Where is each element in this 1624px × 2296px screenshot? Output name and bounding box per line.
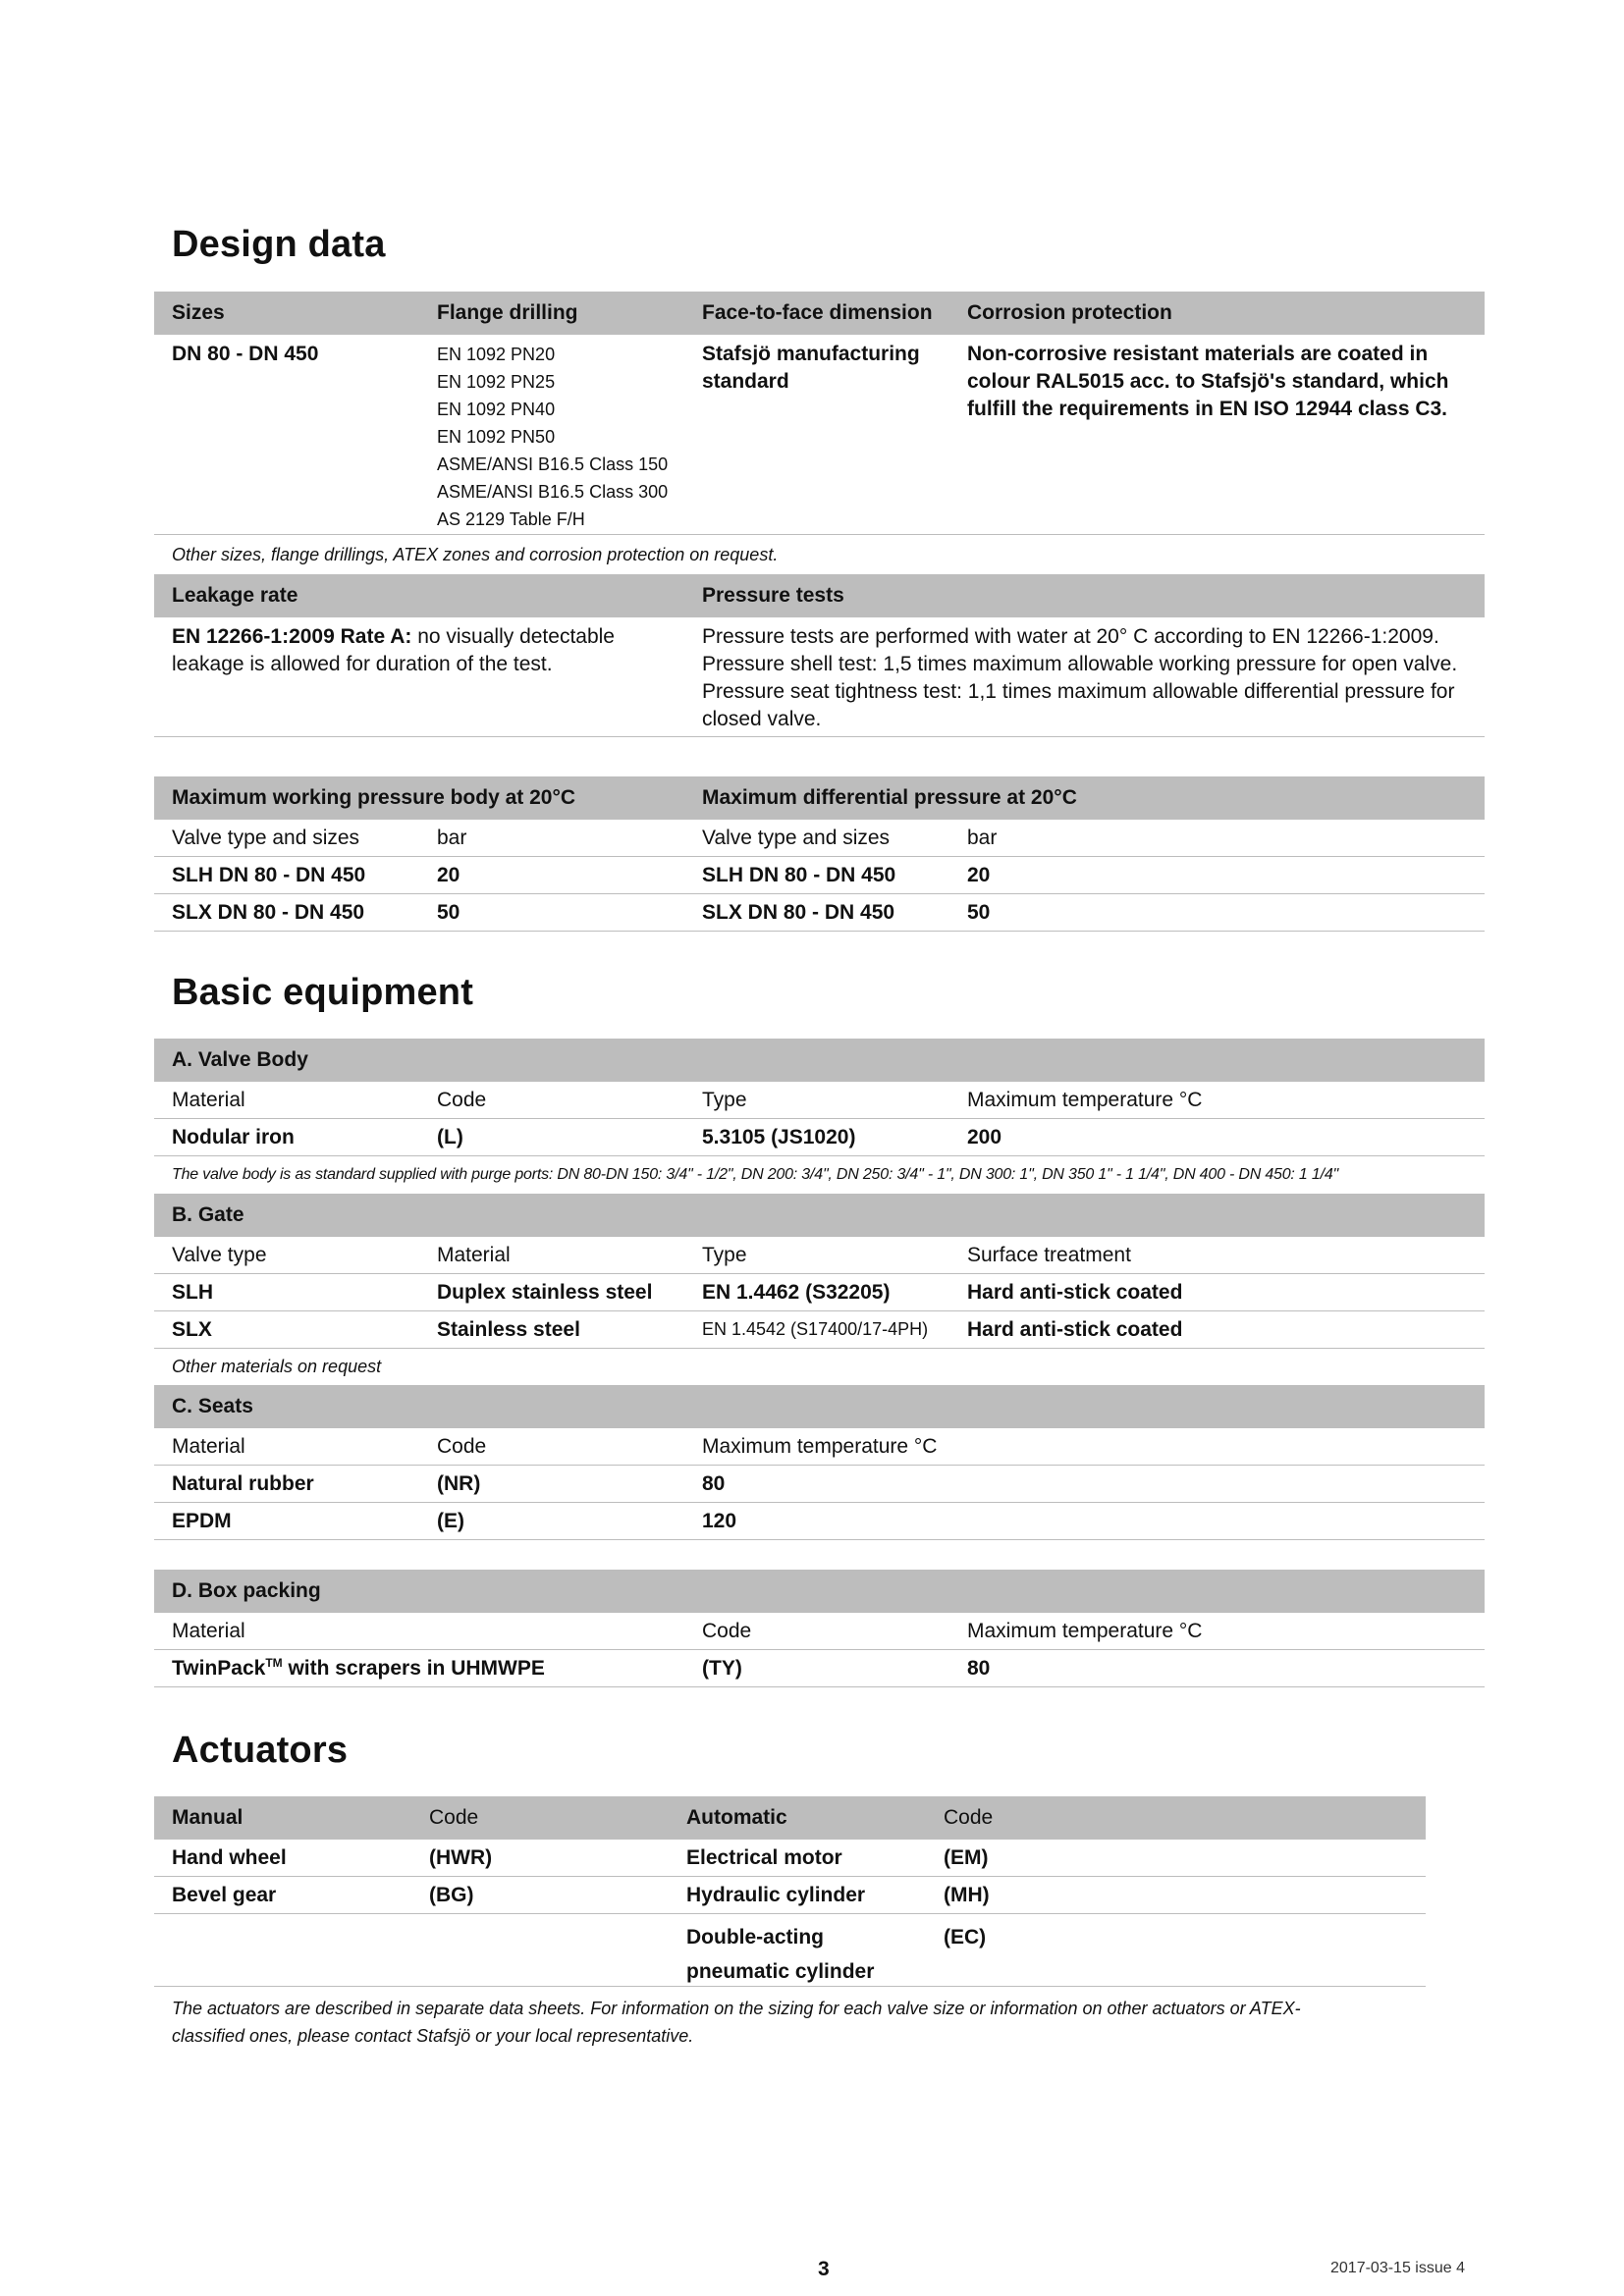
header-manual: Manual [172, 1806, 244, 1829]
flange-item: AS 2129 Table F/H [437, 509, 585, 529]
pressure-line: Pressure tests are performed with water at 20° C according to EN 12266-1:2009. [702, 625, 1439, 648]
trademark: TM [265, 1656, 283, 1670]
flange-item: EN 1092 PN25 [437, 372, 556, 392]
cell: Hard anti-stick coated [967, 1280, 1183, 1304]
cell: Hydraulic cylinder [686, 1883, 866, 1906]
cell: SLH DN 80 - DN 450 [702, 863, 896, 886]
cell: Valve type and sizes [172, 826, 360, 849]
header-sizes: Sizes [172, 301, 225, 324]
face-line: standard [702, 370, 789, 393]
note-line: classified ones, please contact Stafsjö or your local representative. [172, 2026, 694, 2046]
corrosion-value [949, 341, 1485, 528]
issue-date: 2017-03-15 issue 4 [1330, 2260, 1465, 2276]
page-number: 3 [818, 2258, 830, 2280]
cell: SLX DN 80 - DN 450 [172, 900, 365, 924]
pressure-line: closed valve. [702, 708, 822, 730]
corrosion-line: colour RAL5015 acc. to Stafsjö's standard, which [967, 370, 1449, 393]
table-row [154, 1650, 1485, 1687]
cell: 120 [702, 1509, 737, 1532]
header-flange: Flange drilling [437, 301, 578, 324]
box-packing-table [154, 1570, 1485, 1687]
box-packing-header-text: D. Box packing [172, 1579, 321, 1602]
cell: 80 [967, 1656, 991, 1680]
box-packing-sub-row [154, 1613, 1485, 1650]
leak-bold: EN 12266-1:2009 Rate A: [172, 625, 412, 648]
cell: 5.3105 (JS1020) [702, 1125, 856, 1148]
cell: SLX DN 80 - DN 450 [702, 900, 895, 924]
cell: Code [702, 1619, 752, 1642]
cell: (E) [437, 1509, 464, 1532]
cell: (MH) [944, 1883, 990, 1906]
leak-header-row [154, 574, 1485, 617]
actuators-header-row [154, 1796, 1426, 1840]
cell: (TY) [702, 1656, 742, 1680]
table-row [154, 857, 1485, 894]
cell: Code [437, 1088, 487, 1111]
cell: Valve type and sizes [702, 826, 891, 849]
leak-line [172, 623, 684, 651]
cell: (L) [437, 1125, 463, 1148]
twinpack-rest: with scrapers in UHMWPE [282, 1657, 545, 1680]
pressure-tests-value [684, 623, 1485, 730]
pressure-line: Pressure shell test: 1,5 times maximum allowable working pressure for open valve. [702, 653, 1458, 675]
basic-title: Basic equipment [172, 972, 474, 1013]
cell: Duplex stainless steel [437, 1280, 653, 1304]
face-value [684, 341, 949, 528]
table-row [154, 1274, 1485, 1311]
cell: Material [172, 1619, 245, 1642]
valve-body-header [154, 1039, 1485, 1082]
sizes-text: DN 80 - DN 450 [172, 343, 319, 365]
pressure-header-row [154, 776, 1485, 820]
gate-header-text: B. Gate [172, 1203, 244, 1226]
cell: (NR) [437, 1471, 481, 1495]
valve-body-note: The valve body is as standard supplied with purge ports: DN 80-DN 150: 3/4" - 1/2", DN 200: 3/4", DN 250: 3/4" - 1", DN 300: 1", DN 350 1" - 1 1/4", DN 400 - DN 450: 1 1/4" [172, 1166, 1338, 1183]
seats-sub-row [154, 1428, 1485, 1466]
cell [154, 1656, 684, 1681]
cell [411, 1920, 669, 1986]
cell: Maximum temperature °C [967, 1088, 1203, 1111]
design-note: Other sizes, flange drillings, ATEX zones and corrosion protection on request. [172, 544, 779, 564]
actuators-table [154, 1796, 1426, 2050]
cell: Surface treatment [967, 1243, 1131, 1266]
cell [669, 1920, 926, 1986]
flange-item: EN 1092 PN40 [437, 400, 556, 419]
header-code: Code [429, 1806, 479, 1829]
table-row [154, 1466, 1485, 1503]
seats-header [154, 1385, 1485, 1428]
design-data-row [154, 335, 1485, 535]
actuators-note [154, 1987, 1485, 2050]
cell: Maximum temperature °C [967, 1619, 1203, 1642]
leak-value [154, 623, 684, 730]
header-corrosion: Corrosion protection [967, 301, 1172, 324]
cell: Code [437, 1434, 487, 1458]
twinpack-text: TwinPack [172, 1657, 266, 1680]
cell: 50 [437, 900, 460, 924]
cell: Bevel gear [172, 1883, 277, 1906]
table-row [154, 1503, 1485, 1540]
cell: Nodular iron [172, 1125, 295, 1148]
cell: 20 [437, 863, 460, 886]
flange-item: ASME/ANSI B16.5 Class 150 [437, 454, 669, 474]
double-acting-line: Double-acting [686, 1926, 824, 1949]
face-line: Stafsjö manufacturing [702, 343, 920, 365]
cell: bar [437, 826, 467, 849]
cell: (BG) [429, 1883, 474, 1906]
header-code-2: Code [944, 1806, 994, 1829]
leak-line-2: leakage is allowed for duration of the test. [172, 653, 553, 675]
cell: EN 1.4462 (S32205) [702, 1280, 891, 1304]
cell: Material [172, 1434, 245, 1458]
valve-body-header-text: A. Valve Body [172, 1048, 308, 1071]
cell: Electrical motor [686, 1845, 842, 1869]
pressure-header: Pressure tests [702, 584, 844, 607]
gate-header [154, 1194, 1485, 1237]
cell: EN 1.4542 (S17400/17-4PH) [702, 1319, 929, 1339]
actuators-title: Actuators [172, 1730, 349, 1771]
design-table [154, 292, 1485, 737]
table-row [154, 894, 1485, 932]
cell: Material [437, 1243, 511, 1266]
cell: Material [172, 1088, 245, 1111]
cell: Type [702, 1243, 747, 1266]
pneumatic-line: pneumatic cylinder [686, 1960, 875, 1983]
flange-item: EN 1092 PN20 [437, 345, 556, 364]
gate-note: Other materials on request [172, 1357, 382, 1376]
table-row [154, 1311, 1485, 1349]
table-row [154, 1914, 1426, 1987]
seats-header-text: C. Seats [172, 1395, 253, 1417]
sizes-value [154, 341, 419, 528]
basic-table [154, 1039, 1485, 1540]
max-working-header: Maximum working pressure body at 20°C [172, 786, 576, 809]
corrosion-line: fulfill the requirements in EN ISO 12944 class C3. [967, 398, 1448, 420]
cell: Stainless steel [437, 1317, 580, 1341]
header-face: Face-to-face dimension [702, 301, 933, 324]
cell: 200 [967, 1125, 1002, 1148]
cell: bar [967, 826, 998, 849]
leak-data-row [154, 617, 1485, 737]
note-line: The actuators are described in separate data sheets. For information on the sizing for each valve size or information on other actuators or ATEX- [172, 1999, 1301, 2018]
cell: (EC) [944, 1926, 987, 1949]
pressure-line: Pressure seat tightness test: 1,1 times maximum allowable differential pressure for [702, 680, 1455, 703]
cell: Type [702, 1088, 747, 1111]
cell: Hand wheel [172, 1845, 287, 1869]
design-header-row [154, 292, 1485, 335]
header-automatic: Automatic [686, 1806, 787, 1829]
flange-list [419, 341, 684, 528]
cell: (HWR) [429, 1845, 493, 1869]
cell: EPDM [172, 1509, 232, 1532]
cell: Hard anti-stick coated [967, 1317, 1183, 1341]
cell: (EM) [944, 1845, 989, 1869]
cell: SLH DN 80 - DN 450 [172, 863, 366, 886]
cell: SLX [172, 1317, 212, 1341]
corrosion-line: Non-corrosive resistant materials are coated in [967, 343, 1429, 365]
box-packing-header [154, 1570, 1485, 1613]
cell: Natural rubber [172, 1471, 314, 1495]
design-title: Design data [172, 224, 386, 265]
max-diff-header: Maximum differential pressure at 20°C [702, 786, 1077, 809]
table-row [154, 1840, 1426, 1877]
pressure-table [154, 776, 1485, 932]
pressure-sub-row [154, 820, 1485, 857]
cell [154, 1920, 411, 1986]
gate-sub-row [154, 1237, 1485, 1274]
leak-header: Leakage rate [172, 584, 298, 607]
cell: Valve type [172, 1243, 267, 1266]
table-row [154, 1119, 1485, 1156]
cell: 80 [702, 1471, 726, 1495]
valve-body-sub-row [154, 1082, 1485, 1119]
cell: 20 [967, 863, 991, 886]
leak-text: no visually detectable [411, 625, 615, 648]
flange-item: ASME/ANSI B16.5 Class 300 [437, 482, 669, 502]
cell: 50 [967, 900, 991, 924]
cell: SLH [172, 1280, 213, 1304]
flange-item: EN 1092 PN50 [437, 427, 556, 447]
cell: Maximum temperature °C [702, 1434, 938, 1458]
table-row [154, 1877, 1426, 1914]
